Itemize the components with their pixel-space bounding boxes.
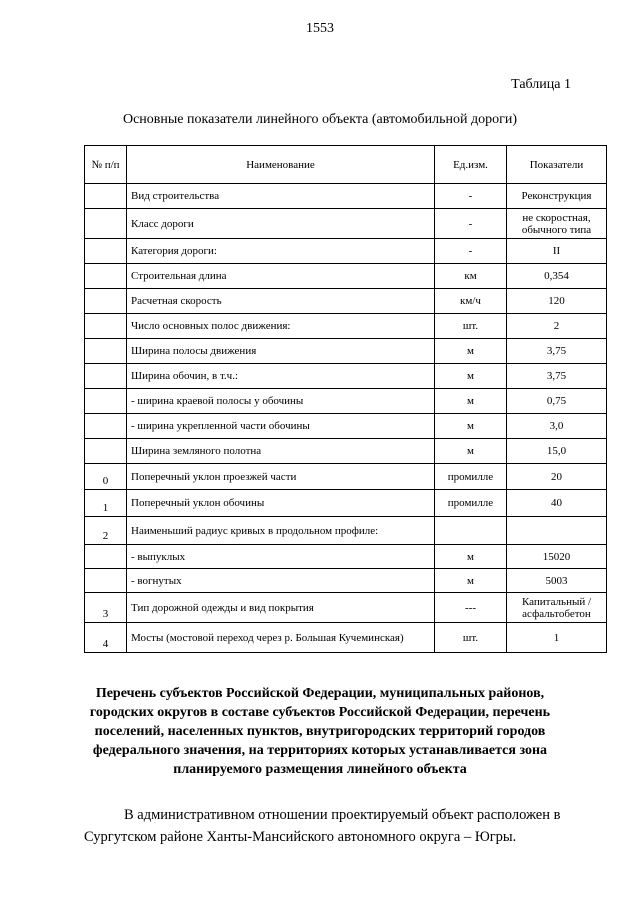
row-unit-cell: м bbox=[435, 439, 507, 464]
row-name-cell: Поперечный уклон проезжей части bbox=[127, 464, 435, 490]
table-row bbox=[85, 364, 607, 389]
row-name-cell: Наименьший радиус кривых в продольном профиле: bbox=[127, 517, 435, 545]
row-num-cell bbox=[85, 414, 127, 439]
row-name-cell: Ширина обочин, в т.ч.: bbox=[127, 364, 435, 389]
header-name: Наименование bbox=[127, 146, 435, 184]
table-row bbox=[85, 517, 607, 545]
row-num-cell: 3 bbox=[85, 593, 127, 623]
row-num-cell: 0 bbox=[85, 464, 127, 490]
row-num-cell bbox=[85, 289, 127, 314]
row-unit-cell bbox=[435, 517, 507, 545]
row-value-cell: 120 bbox=[507, 289, 607, 314]
table-row bbox=[85, 389, 607, 414]
table-row bbox=[85, 569, 607, 593]
row-name-cell: - выпуклых bbox=[127, 545, 435, 569]
row-value-cell: 5003 bbox=[507, 569, 607, 593]
indicators-table bbox=[84, 145, 607, 653]
table-row bbox=[85, 184, 607, 209]
table-header-row bbox=[85, 146, 607, 184]
row-name-cell: Поперечный уклон обочины bbox=[127, 490, 435, 517]
row-unit-cell: км bbox=[435, 264, 507, 289]
table-body bbox=[85, 184, 607, 653]
row-unit-cell: км/ч bbox=[435, 289, 507, 314]
row-value-cell: 20 bbox=[507, 464, 607, 490]
row-name-cell: Расчетная скорость bbox=[127, 289, 435, 314]
row-value-cell: 2 bbox=[507, 314, 607, 339]
row-name-cell: - вогнутых bbox=[127, 569, 435, 593]
row-unit-cell: шт. bbox=[435, 314, 507, 339]
row-num-cell bbox=[85, 569, 127, 593]
header-value: Показатели bbox=[507, 146, 607, 184]
row-num-cell: 4 bbox=[85, 623, 127, 653]
row-name-cell: - ширина укрепленной части обочины bbox=[127, 414, 435, 439]
table-title: Основные показатели линейного объекта (автомобильной дороги) bbox=[122, 112, 518, 127]
row-value-cell bbox=[507, 517, 607, 545]
table-row bbox=[85, 439, 607, 464]
page-number: 1553 bbox=[306, 21, 334, 36]
table-row bbox=[85, 289, 607, 314]
row-value-cell: 40 bbox=[507, 490, 607, 517]
row-value-cell: 3,75 bbox=[507, 364, 607, 389]
table-row bbox=[85, 545, 607, 569]
row-unit-cell: - bbox=[435, 209, 507, 239]
table-row bbox=[85, 593, 607, 623]
row-unit-cell: м bbox=[435, 414, 507, 439]
row-name-cell: Ширина земляного полотна bbox=[127, 439, 435, 464]
row-name-cell: Строительная длина bbox=[127, 264, 435, 289]
row-unit-cell: м bbox=[435, 364, 507, 389]
row-name-cell: Ширина полосы движения bbox=[127, 339, 435, 364]
row-value-cell: 3,0 bbox=[507, 414, 607, 439]
row-name-cell: Вид строительства bbox=[127, 184, 435, 209]
row-name-cell: Мосты (мостовой переход через р. Большая Кучеминская) bbox=[127, 623, 435, 653]
row-num-cell bbox=[85, 239, 127, 264]
row-unit-cell: промилле bbox=[435, 490, 507, 517]
row-value-cell: не скоростная, обычного типа bbox=[507, 209, 607, 239]
row-unit-cell: - bbox=[435, 184, 507, 209]
row-num-cell bbox=[85, 364, 127, 389]
row-num-cell bbox=[85, 264, 127, 289]
table-label: Таблица 1 bbox=[511, 77, 571, 92]
table-row bbox=[85, 239, 607, 264]
section-heading: Перечень субъектов Российской Федерации, муниципальных районов, городских округов в составе субъектов Российской Федерации, перечень поселений, населенных пунктов, внутригородских территорий городов федерального значения, на территориях которых устанавливается зона планируемого размещения линейного объекта bbox=[89, 686, 551, 777]
row-name-cell: Категория дороги: bbox=[127, 239, 435, 264]
header-unit: Ед.изм. bbox=[435, 146, 507, 184]
row-unit-cell: шт. bbox=[435, 623, 507, 653]
row-value-cell: Реконструкция bbox=[507, 184, 607, 209]
row-num-cell bbox=[85, 184, 127, 209]
row-unit-cell: м bbox=[435, 389, 507, 414]
row-value-cell: II bbox=[507, 239, 607, 264]
row-value-cell: 15020 bbox=[507, 545, 607, 569]
row-num-cell bbox=[85, 314, 127, 339]
row-num-cell: 2 bbox=[85, 517, 127, 545]
row-value-cell: 0,354 bbox=[507, 264, 607, 289]
row-name-cell: Класс дороги bbox=[127, 209, 435, 239]
table-row bbox=[85, 339, 607, 364]
header-num: № п/п bbox=[85, 146, 127, 184]
location-paragraph: В административном отношении проектируемый объект расположен в Сургутском районе Ханты-Мансийского автономного округа – Югры. bbox=[84, 807, 561, 845]
row-value-cell: 15,0 bbox=[507, 439, 607, 464]
table-row bbox=[85, 464, 607, 490]
row-unit-cell: --- bbox=[435, 593, 507, 623]
row-unit-cell: м bbox=[435, 545, 507, 569]
row-name-cell: Число основных полос движения: bbox=[127, 314, 435, 339]
row-num-cell bbox=[85, 339, 127, 364]
row-value-cell: 1 bbox=[507, 623, 607, 653]
row-num-cell bbox=[85, 545, 127, 569]
row-num-cell bbox=[85, 439, 127, 464]
row-num-cell bbox=[85, 209, 127, 239]
row-unit-cell: м bbox=[435, 339, 507, 364]
row-unit-cell: - bbox=[435, 239, 507, 264]
table-row bbox=[85, 623, 607, 653]
row-num-cell: 1 bbox=[85, 490, 127, 517]
table-row bbox=[85, 414, 607, 439]
row-name-cell: Тип дорожной одежды и вид покрытия bbox=[127, 593, 435, 623]
row-value-cell: 0,75 bbox=[507, 389, 607, 414]
table-row bbox=[85, 490, 607, 517]
row-unit-cell: промилле bbox=[435, 464, 507, 490]
row-unit-cell: м bbox=[435, 569, 507, 593]
row-num-cell bbox=[85, 389, 127, 414]
row-name-cell: - ширина краевой полосы у обочины bbox=[127, 389, 435, 414]
row-value-cell: Капитальный / асфальтобетон bbox=[507, 593, 607, 623]
table-row bbox=[85, 314, 607, 339]
row-value-cell: 3,75 bbox=[507, 339, 607, 364]
table-row bbox=[85, 209, 607, 239]
table-row bbox=[85, 264, 607, 289]
